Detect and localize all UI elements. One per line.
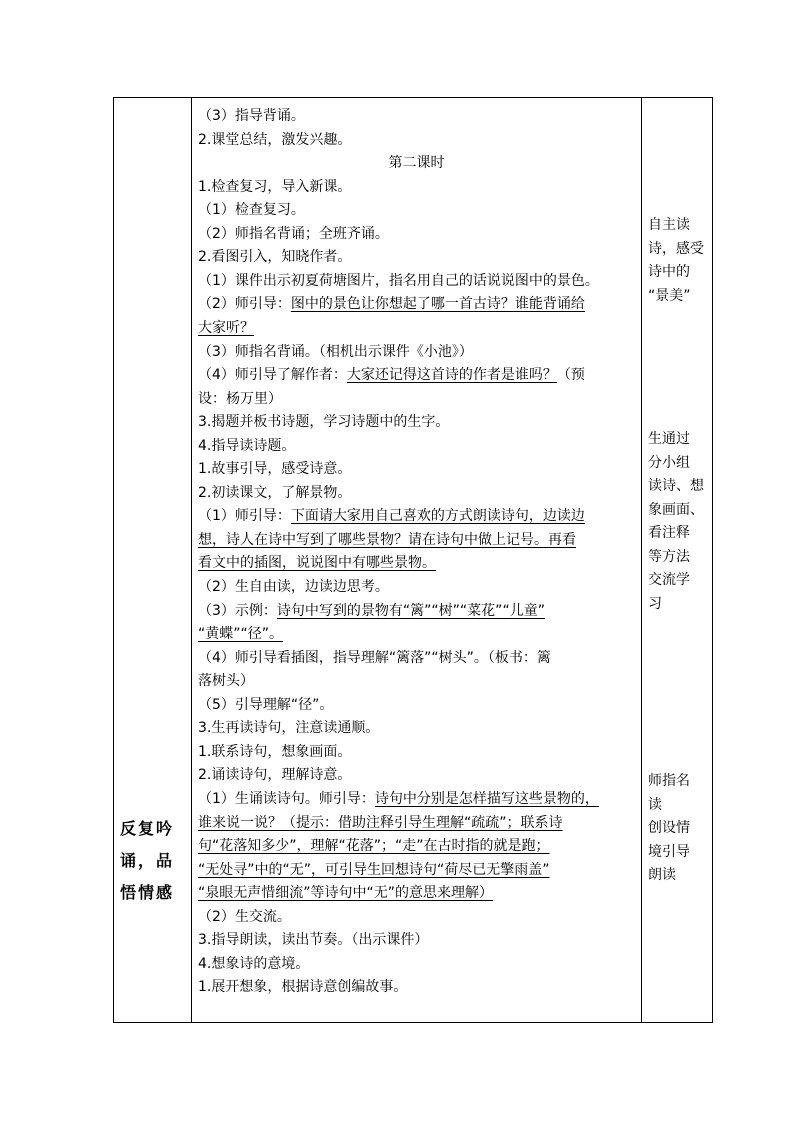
design-note-line: 习 — [648, 595, 662, 612]
underlined-question: 看文中的插图，说说图中有哪些景物。 — [198, 555, 436, 572]
process-line — [198, 482, 351, 504]
design-note-line: 境引导 — [648, 843, 690, 860]
lesson-plan-table — [113, 97, 713, 1023]
process-line — [198, 812, 563, 834]
design-note-line: 诗，感受 — [648, 240, 704, 257]
process-line — [198, 270, 599, 292]
stage-label: 反复吟诵，品悟情感 — [120, 819, 175, 902]
line-text: （5）引导理解“径”。 — [198, 696, 334, 713]
process-line — [198, 835, 550, 857]
line-text: 1.展开想象，根据诗意创编故事。 — [198, 979, 408, 996]
line-text: 3.指导朗读，读出节奏。（出示课件） — [198, 932, 429, 949]
process-line — [198, 788, 599, 810]
underlined-question: “泉眼无声惜细流”等诗句中“无”的意思来理解） — [198, 885, 494, 902]
underlined-question: 图中的景色让你想起了哪一首古诗？谁能背诵给 — [290, 296, 585, 313]
design-note — [648, 770, 712, 888]
process-line — [198, 552, 436, 574]
line-text: （3）示例： — [198, 602, 277, 619]
process-line — [198, 341, 473, 363]
underlined-question: 大家还记得这首诗的作者是谁吗？ — [346, 367, 557, 384]
process-line — [198, 176, 351, 198]
line-text: （2）师指名背诵；全班齐诵。 — [198, 225, 389, 242]
process-line — [198, 600, 545, 622]
design-note-line: “景美” — [648, 287, 691, 304]
underlined-question: 谁来说一说？（提示：借助注释引导生理解“疏疏”；联系诗 — [198, 814, 563, 831]
line-text: 1.联系诗句，想象画面。 — [198, 743, 352, 760]
design-note — [648, 428, 712, 616]
line-text: 2.初读课文，了解景物。 — [198, 484, 352, 501]
process-line — [198, 694, 333, 716]
session-heading — [192, 152, 641, 174]
design-note-line: 读诗、想 — [648, 478, 704, 494]
design-note-line: 等方法 — [648, 548, 690, 565]
stage-column — [114, 98, 191, 1022]
design-note-line: 看注释 — [648, 525, 690, 541]
underlined-question: 下面请大家用自己喜欢的方式朗读诗句，边读边 — [290, 508, 585, 525]
line-text: （4）师引导了解作者： — [198, 367, 347, 384]
line-text: 设：杨万里） — [198, 390, 282, 407]
process-line — [198, 670, 254, 692]
teaching-process-column — [192, 98, 641, 1022]
design-note-line: 生通过 — [648, 431, 690, 447]
line-text: （1）生诵读诗句。师引导： — [198, 790, 375, 807]
process-line — [198, 129, 351, 151]
line-text-after: （预 — [556, 367, 585, 384]
line-text: （1）师引导： — [198, 508, 291, 525]
underlined-question: 大家听？ — [198, 319, 254, 336]
process-line — [198, 953, 309, 975]
process-line — [198, 435, 295, 457]
underlined-question: 诗句中分别是怎样描写这些景物的， — [374, 790, 599, 807]
line-text: 3.生再读诗句，注意读通顺。 — [198, 720, 380, 737]
process-line — [198, 458, 351, 480]
design-note-line: 诗中的 — [648, 264, 690, 280]
process-line — [198, 293, 585, 315]
design-intent-column — [642, 98, 713, 1022]
underlined-question: “黄蝶”“径”。 — [198, 626, 284, 643]
design-note-line: 自主读 — [648, 217, 690, 233]
underlined-question: 想，诗人在诗中写到了哪些景物？请在诗句中做上记号。再看 — [198, 531, 576, 548]
process-line — [198, 929, 428, 951]
process-line — [198, 882, 493, 904]
design-note — [648, 214, 712, 308]
line-text: 3.揭题并板书诗题，学习诗题中的生字。 — [198, 414, 450, 431]
line-text: 2.看图引入，知晓作者。 — [198, 249, 352, 266]
line-text: （2）师引导： — [198, 296, 291, 313]
process-line — [198, 364, 585, 386]
underlined-question: 诗句中写到的景物有“篱”“树”“菜花”“儿童” — [276, 602, 545, 619]
process-line — [198, 223, 389, 245]
line-text: 第二课时 — [388, 155, 445, 172]
process-line — [198, 505, 585, 527]
process-line — [198, 906, 291, 928]
line-text: （2）生交流。 — [198, 908, 291, 925]
process-line — [198, 317, 254, 339]
process-line — [198, 647, 551, 669]
process-line — [198, 764, 351, 786]
design-note-line: 朗读 — [648, 867, 676, 883]
line-text: （2）生自由读，边读边思考。 — [198, 579, 389, 595]
line-text: 2.课堂总结，激发兴趣。 — [198, 131, 352, 148]
line-text: （3）指导背诵。 — [198, 108, 305, 124]
process-line — [198, 388, 282, 410]
process-line — [198, 199, 305, 221]
design-note-line: 读 — [648, 796, 662, 813]
line-text: （1）课件出示初夏荷塘图片，指名用自己的话说说图中的景色。 — [198, 272, 599, 289]
design-note-line: 分小组 — [648, 454, 690, 471]
line-text: 1.故事引导，感受诗意。 — [198, 461, 352, 478]
line-text: 4.想象诗的意境。 — [198, 955, 310, 972]
process-line — [198, 741, 351, 763]
process-line — [198, 246, 351, 268]
line-text: 落树头） — [198, 673, 254, 690]
process-line — [198, 859, 550, 881]
line-text: 4.指导读诗题。 — [198, 437, 296, 454]
underlined-question: 句“花落知多少”，理解“花落”；“走”在古时指的就是跑； — [198, 838, 550, 855]
line-text: （4）师引导看插图，指导理解“篱落”“树头”。（板书：篱 — [198, 649, 551, 666]
process-line — [198, 717, 379, 739]
process-line — [198, 411, 449, 433]
process-line — [198, 529, 576, 551]
process-line — [198, 105, 305, 127]
line-text: 2.诵读诗句，理解诗意。 — [198, 767, 352, 784]
design-note-line: 师指名 — [648, 773, 690, 789]
process-line — [198, 576, 389, 598]
process-line — [198, 976, 407, 998]
design-note-line: 创设情 — [648, 820, 690, 836]
line-text: （3）师指名背诵。（相机出示课件《小池》） — [198, 343, 473, 360]
design-note-line: 象画面、 — [648, 501, 704, 518]
process-line — [198, 623, 283, 645]
design-note-line: 交流学 — [648, 572, 690, 588]
line-text: （1）检查复习。 — [198, 202, 305, 219]
line-text: 1.检查复习，导入新课。 — [198, 178, 352, 195]
underlined-question: “无处寻”中的“无”，可引导生回想诗句“荷尽已无擎雨盖” — [198, 861, 550, 878]
